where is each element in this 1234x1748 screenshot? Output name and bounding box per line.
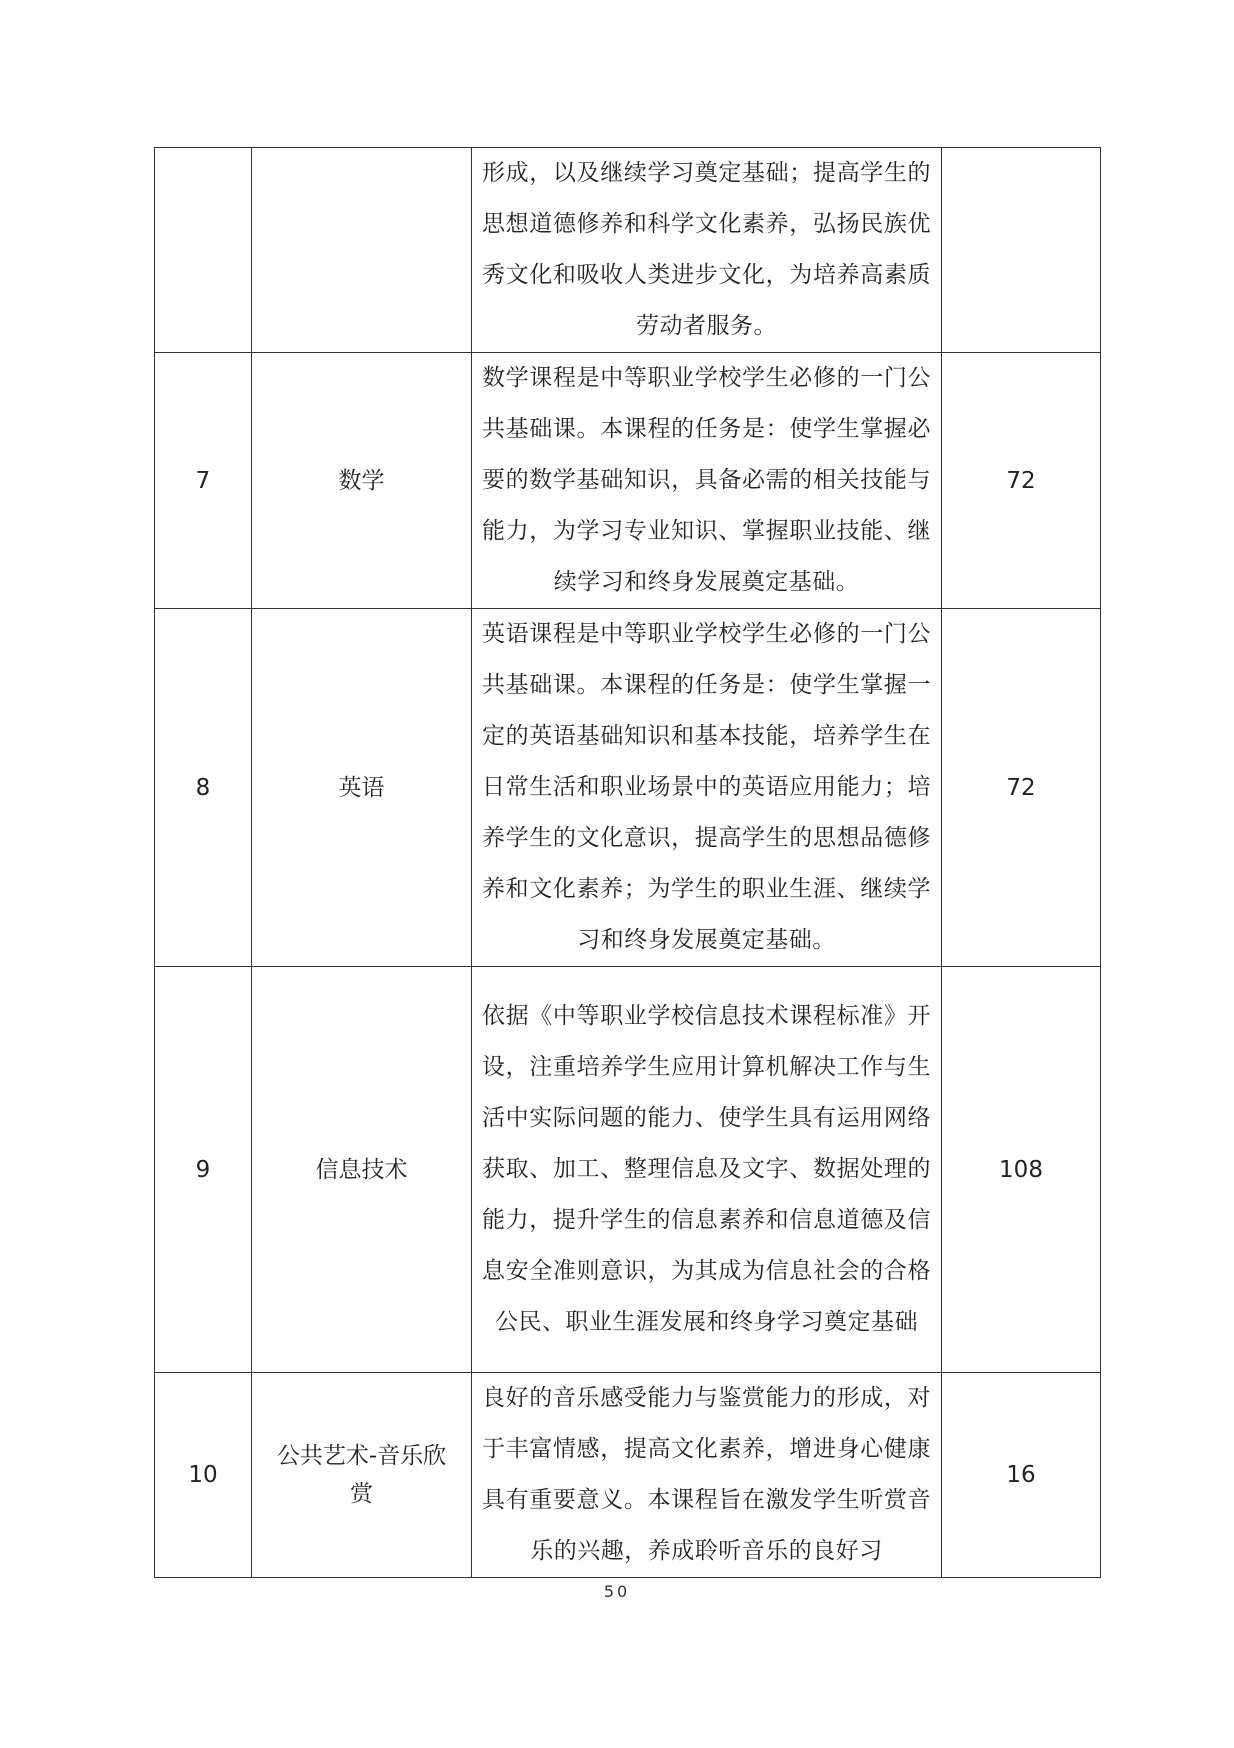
table-row — [155, 1373, 1101, 1578]
course-name: 数学 — [252, 353, 472, 609]
course-description: 英语课程是中等职业学校学生必修的一门公共基础课。本课程的任务是：使学生掌握一定的英语基础知识和基本技能，培养学生在日常生活和职业场景中的英语应用能力；培养学生的文化意识，提高学生的思想品德修养和文化素养；为学生的职业生涯、继续学习和终身发展奠定基础。 — [482, 621, 931, 953]
course-description: 良好的音乐感受能力与鉴赏能力的形成，对于丰富情感，提高文化素养，增进身心健康具有重要意义。本课程旨在激发学生听赏音乐的兴趣，养成聆听音乐的良好习 — [482, 1385, 931, 1564]
course-description-cell — [472, 148, 942, 353]
course-name: 信息技术 — [252, 967, 472, 1373]
course-description: 依据《中等职业学校信息技术课程标准》开设，注重培养学生应用计算机解决工作与生活中实际问题的能力、使学生具有运用网络获取、加工、整理信息及文字、数据处理的能力，提升学生的信息素养和信息道德及信息安全准则意识，为其成为信息社会的合格公民、职业生涯发展和终身学习奠定基础 — [482, 1003, 931, 1335]
course-hours: 72 — [942, 353, 1101, 609]
table-row — [155, 967, 1101, 1373]
course-description: 数学课程是中等职业学校学生必修的一门公共基础课。本课程的任务是：使学生掌握必要的数学基础知识，具备必需的相关技能与能力，为学习专业知识、掌握职业技能、继续学习和终身发展奠定基础。 — [482, 365, 931, 595]
course-name — [252, 148, 472, 353]
table-row — [155, 148, 1101, 353]
course-number: 10 — [155, 1373, 252, 1578]
course-number: 8 — [155, 609, 252, 967]
course-hours: 72 — [942, 609, 1101, 967]
course-description-cell — [472, 967, 942, 1373]
course-number: 7 — [155, 353, 252, 609]
course-description-cell — [472, 609, 942, 967]
course-description-cell — [472, 1373, 942, 1578]
course-hours — [942, 148, 1101, 353]
course-description: 形成，以及继续学习奠定基础；提高学生的思想道德修养和科学文化素养，弘扬民族优秀文化和吸收人类进步文化，为培养高素质劳动者服务。 — [482, 160, 931, 339]
page-number: 50 — [603, 1582, 631, 1601]
table-row — [155, 353, 1101, 609]
course-number — [155, 148, 252, 353]
course-table — [154, 147, 1101, 1578]
course-name: 英语 — [252, 609, 472, 967]
course-name: 公共艺术-音乐欣赏 — [252, 1373, 472, 1578]
course-description-cell — [472, 353, 942, 609]
course-hours: 108 — [942, 967, 1101, 1373]
table-row — [155, 609, 1101, 967]
course-number: 9 — [155, 967, 252, 1373]
course-hours: 16 — [942, 1373, 1101, 1578]
